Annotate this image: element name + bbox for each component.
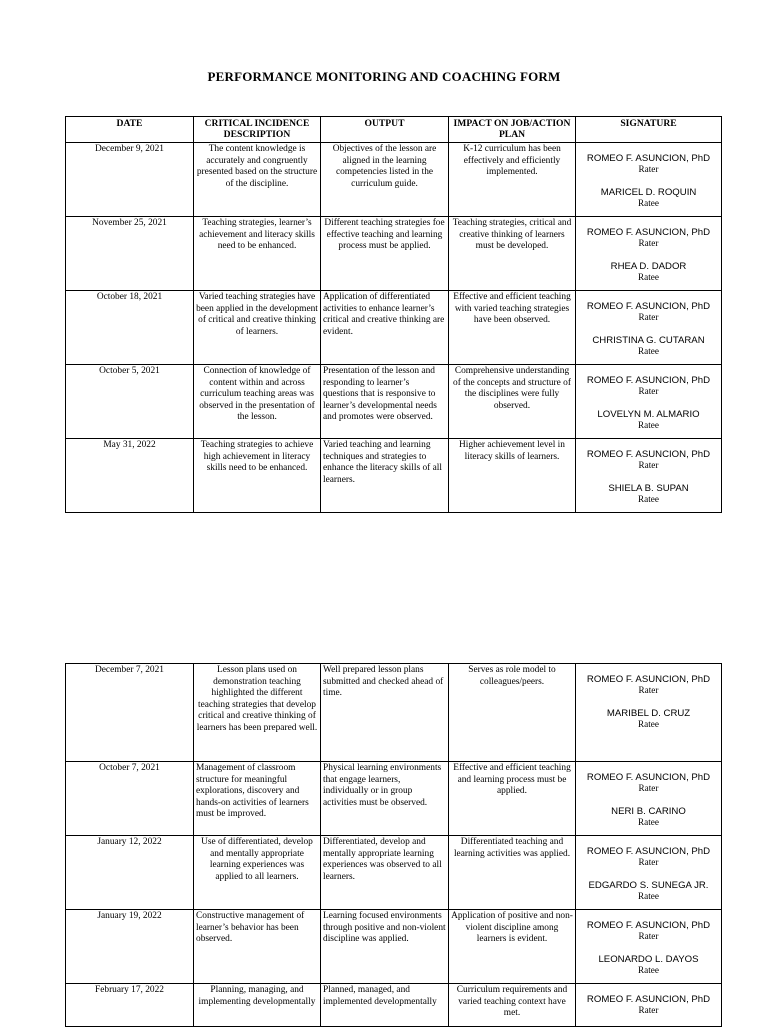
rater-name: ROMEO F. ASUNCION, PhD	[586, 674, 711, 685]
impact-cell: Serves as role model to colleagues/peers.	[449, 664, 576, 762]
output-cell: Learning focused environments through positive and non-violent discipline was applied.	[321, 910, 449, 984]
ratee-name: SHIELA B. SUPAN	[608, 483, 689, 494]
rater-name: ROMEO F. ASUNCION, PhD	[586, 227, 711, 238]
impact-cell: Higher achievement level in literacy skills of learners.	[449, 439, 576, 513]
rater-label: Rater	[638, 386, 659, 396]
rater-name: ROMEO F. ASUNCION, PhD	[586, 375, 711, 386]
signature-cell	[576, 291, 722, 365]
header-date: DATE	[66, 117, 194, 143]
signature-cell	[576, 365, 722, 439]
rater-label: Rater	[638, 783, 659, 793]
date-cell: February 17, 2022	[66, 984, 194, 1027]
critical-cell: Planning, managing, and implementing developmentally	[194, 984, 321, 1027]
output-cell: Different teaching strategies foe effective teaching and learning process must be applied.	[321, 217, 449, 291]
table-row	[66, 291, 722, 365]
ratee-label: Ratee	[638, 420, 659, 430]
rater-label: Rater	[638, 1005, 659, 1015]
coaching-table-page-2	[65, 663, 722, 1027]
ratee-label: Ratee	[638, 494, 659, 504]
date-cell: November 25, 2021	[66, 217, 194, 291]
impact-cell: Comprehensive understanding of the concepts and structure of the disciplines were fully observed.	[449, 365, 576, 439]
rater-label: Rater	[638, 312, 659, 322]
ratee-label: Ratee	[638, 719, 659, 729]
form-title: PERFORMANCE MONITORING AND COACHING FORM	[207, 69, 561, 84]
rater-name: ROMEO F. ASUNCION, PhD	[586, 994, 711, 1005]
output-cell: Application of differentiated activities to enhance learner’s critical and creative thinking are evident.	[321, 291, 449, 365]
impact-cell: Effective and efficient teaching with varied teaching strategies have been observed.	[449, 291, 576, 365]
critical-cell: Varied teaching strategies have been applied in the development of critical and creative thinking of learners.	[194, 291, 321, 365]
ratee-label: Ratee	[638, 198, 659, 208]
impact-cell: Differentiated teaching and learning activities was applied.	[449, 836, 576, 910]
header-critical-incidence: CRITICAL INCIDENCE DESCRIPTION	[194, 117, 321, 143]
date-cell: October 7, 2021	[66, 762, 194, 836]
table-row	[66, 664, 722, 762]
impact-cell: Effective and efficient teaching and learning process must be applied.	[449, 762, 576, 836]
rater-name: ROMEO F. ASUNCION, PhD	[586, 449, 711, 460]
ratee-name: LEONARDO L. DAYOS	[598, 954, 699, 965]
date-cell: October 18, 2021	[66, 291, 194, 365]
date-cell: December 9, 2021	[66, 143, 194, 217]
critical-cell: Connection of knowledge of content within and across curriculum teaching areas was observed in the presentation of the lesson.	[194, 365, 321, 439]
output-cell: Well prepared lesson plans submitted and checked ahead of time.	[321, 664, 449, 762]
rater-label: Rater	[638, 685, 659, 695]
table-header-row	[66, 117, 722, 143]
impact-cell: Teaching strategies, critical and creative thinking of learners must be developed.	[449, 217, 576, 291]
rater-name: ROMEO F. ASUNCION, PhD	[586, 920, 711, 931]
date-cell: December 7, 2021	[66, 664, 194, 762]
rater-label: Rater	[638, 931, 659, 941]
output-cell: Planned, managed, and implemented developmentally	[321, 984, 449, 1027]
ratee-label: Ratee	[638, 272, 659, 282]
critical-cell: Management of classroom structure for meaningful explorations, discovery and hands-on activities of learners must be improved.	[194, 762, 321, 836]
table-row	[66, 762, 722, 836]
critical-cell: Teaching strategies, learner’s achievement and literacy skills need to be enhanced.	[194, 217, 321, 291]
table-row	[66, 143, 722, 217]
ratee-name: LOVELYN M. ALMARIO	[597, 409, 700, 420]
output-cell: Presentation of the lesson and responding to learner’s questions that is responsive to learner’s developmental needs and promotes were observed.	[321, 365, 449, 439]
date-cell: January 12, 2022	[66, 836, 194, 910]
coaching-table-page-1	[65, 116, 722, 513]
rater-name: ROMEO F. ASUNCION, PhD	[586, 772, 711, 783]
ratee-label: Ratee	[638, 346, 659, 356]
ratee-name: MARIBEL D. CRUZ	[606, 708, 691, 719]
table-row	[66, 439, 722, 513]
signature-cell	[576, 910, 722, 984]
table-row	[66, 217, 722, 291]
ratee-name: NERI B. CARINO	[611, 806, 686, 817]
date-cell: May 31, 2022	[66, 439, 194, 513]
rater-name: ROMEO F. ASUNCION, PhD	[586, 846, 711, 857]
ratee-name: MARICEL D. ROQUIN	[600, 187, 697, 198]
ratee-name: EDGARDO S. SUNEGA JR.	[588, 880, 709, 891]
ratee-label: Ratee	[638, 965, 659, 975]
signature-cell	[576, 664, 722, 762]
critical-cell: Teaching strategies to achieve high achievement in literacy skills need to be enhanced.	[194, 439, 321, 513]
output-cell: Physical learning environments that engage learners, individually or in group activities must be observed.	[321, 762, 449, 836]
header-output: OUTPUT	[321, 117, 449, 143]
output-cell: Differentiated, develop and mentally appropriate learning experiences was observed to all learners.	[321, 836, 449, 910]
signature-cell	[576, 836, 722, 910]
date-cell: October 5, 2021	[66, 365, 194, 439]
table-row	[66, 910, 722, 984]
critical-cell: The content knowledge is accurately and congruently presented based on the structure of the discipline.	[194, 143, 321, 217]
critical-cell: Constructive management of learner’s behavior has been observed.	[194, 910, 321, 984]
impact-cell: Application of positive and non- violent discipline among learners is evident.	[449, 910, 576, 984]
impact-cell: Curriculum requirements and varied teaching context have met.	[449, 984, 576, 1027]
table-row	[66, 836, 722, 910]
ratee-label: Ratee	[638, 817, 659, 827]
output-cell: Objectives of the lesson are aligned in the learning competencies listed in the curriculum guide.	[321, 143, 449, 217]
ratee-name: CHRISTINA G. CUTARAN	[592, 335, 705, 346]
rater-label: Rater	[638, 460, 659, 470]
signature-cell	[576, 143, 722, 217]
critical-cell: Lesson plans used on demonstration teaching highlighted the different teaching strategies that develop critical and creative thinking of learners has been prepared well.	[194, 664, 321, 762]
output-cell: Varied teaching and learning techniques and strategies to enhance the literacy skills of all learners.	[321, 439, 449, 513]
signature-cell	[576, 984, 722, 1027]
header-impact: IMPACT ON JOB/ACTION PLAN	[449, 117, 576, 143]
critical-cell: Use of differentiated, develop and mentally appropriate learning experiences was applied to all learners.	[194, 836, 321, 910]
rater-label: Rater	[638, 238, 659, 248]
signature-cell	[576, 217, 722, 291]
table-row	[66, 984, 722, 1027]
date-cell: January 19, 2022	[66, 910, 194, 984]
ratee-label: Ratee	[638, 891, 659, 901]
header-signature: SIGNATURE	[576, 117, 722, 143]
rater-label: Rater	[638, 164, 659, 174]
ratee-name: RHEA D. DADOR	[610, 261, 687, 272]
rater-name: ROMEO F. ASUNCION, PhD	[586, 301, 711, 312]
impact-cell: K-12 curriculum has been effectively and efficiently implemented.	[449, 143, 576, 217]
rater-label: Rater	[638, 857, 659, 867]
signature-cell	[576, 762, 722, 836]
rater-name: ROMEO F. ASUNCION, PhD	[586, 153, 711, 164]
signature-cell	[576, 439, 722, 513]
table-row	[66, 365, 722, 439]
